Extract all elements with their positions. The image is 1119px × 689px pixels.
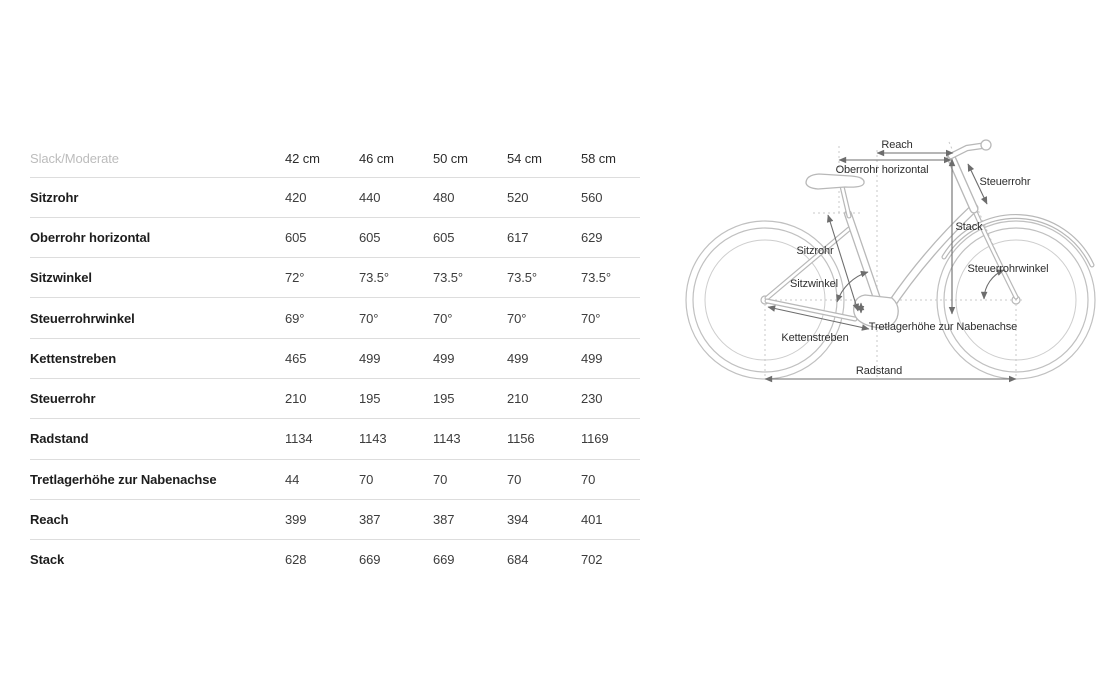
handlebar-grip <box>981 140 991 150</box>
row-label: Radstand <box>30 431 89 447</box>
column-header-46: 46 cm <box>359 150 394 166</box>
label-chainstay: Kettenstreben <box>781 332 849 344</box>
label-seat-tube: Sitzrohr <box>796 245 834 257</box>
column-header-50: 50 cm <box>433 150 468 166</box>
cell-value: 210 <box>507 391 529 407</box>
cell-value: 1143 <box>359 431 387 447</box>
label-head-angle: Steuerrohrwinkel <box>967 263 1049 275</box>
cell-value: 394 <box>507 512 529 528</box>
column-header-58: 58 cm <box>581 150 616 166</box>
table-row-sitzwinkel <box>30 257 640 297</box>
geometry-table <box>30 140 640 579</box>
frame-type-header: Slack/Moderate <box>30 150 119 166</box>
table-row-oberrohr <box>30 217 640 257</box>
label-top-tube: Oberrohr horizontal <box>835 164 929 176</box>
cell-value: 420 <box>285 189 307 205</box>
label-bb-drop: Tretlagerhöhe zur Nabenachse <box>868 321 1018 333</box>
table-header-row <box>30 140 640 177</box>
row-label: Steuerrohr <box>30 391 96 407</box>
bike-geometry-diagram <box>685 130 1115 395</box>
cell-value: 44 <box>285 471 300 487</box>
cell-value: 230 <box>581 391 603 407</box>
label-head-tube: Steuerrohr <box>979 176 1031 188</box>
saddle <box>806 174 864 189</box>
cell-value: 1143 <box>433 431 461 447</box>
cell-value: 499 <box>581 350 603 366</box>
table-row-kettenstreben <box>30 338 640 378</box>
table-row-tretlagerhoehe <box>30 459 640 499</box>
label-stack: Stack <box>955 221 983 233</box>
cell-value: 560 <box>581 189 603 205</box>
table-row-reach <box>30 499 640 539</box>
cell-value: 70 <box>507 471 522 487</box>
cell-value: 399 <box>285 512 307 528</box>
column-header-54: 54 cm <box>507 150 542 166</box>
cell-value: 70° <box>507 310 527 326</box>
cell-value: 73.5° <box>433 270 464 286</box>
cell-value: 617 <box>507 229 529 245</box>
cell-value: 520 <box>507 189 529 205</box>
cell-value: 387 <box>359 512 381 528</box>
cell-value: 70 <box>433 471 448 487</box>
cell-value: 70 <box>581 471 596 487</box>
row-label: Kettenstreben <box>30 350 117 366</box>
cell-value: 1169 <box>581 431 609 447</box>
cell-value: 210 <box>285 391 307 407</box>
table-row-sitzrohr <box>30 177 640 217</box>
cell-value: 70° <box>359 310 379 326</box>
cell-value: 69° <box>285 310 305 326</box>
cell-value: 387 <box>433 512 455 528</box>
cell-value: 499 <box>359 350 381 366</box>
table-row-steuerrohrwinkel <box>30 297 640 337</box>
cell-value: 70 <box>359 471 374 487</box>
row-label: Sitzwinkel <box>30 270 92 286</box>
row-label: Steuerrohrwinkel <box>30 310 135 326</box>
cell-value: 440 <box>359 189 381 205</box>
row-label: Sitzrohr <box>30 189 79 205</box>
label-seat-angle: Sitzwinkel <box>790 278 838 290</box>
cell-value: 702 <box>581 552 603 568</box>
cell-value: 605 <box>359 229 381 245</box>
row-label: Reach <box>30 512 69 528</box>
cell-value: 684 <box>507 552 529 568</box>
cell-value: 195 <box>359 391 381 407</box>
table-row-stack <box>30 539 640 579</box>
cell-value: 1156 <box>507 431 535 447</box>
row-label: Stack <box>30 552 65 568</box>
cell-value: 73.5° <box>507 270 538 286</box>
cell-value: 629 <box>581 229 603 245</box>
cell-value: 72° <box>285 270 305 286</box>
cell-value: 73.5° <box>359 270 390 286</box>
row-label: Oberrohr horizontal <box>30 229 151 245</box>
table-row-steuerrohr <box>30 378 640 418</box>
cell-value: 465 <box>285 350 307 366</box>
cell-value: 628 <box>285 552 307 568</box>
cell-value: 70° <box>433 310 453 326</box>
cell-value: 605 <box>433 229 455 245</box>
cell-value: 499 <box>507 350 529 366</box>
cell-value: 73.5° <box>581 270 612 286</box>
label-wheelbase: Radstand <box>855 365 903 377</box>
label-reach: Reach <box>881 139 913 151</box>
column-header-42: 42 cm <box>285 150 320 166</box>
cell-value: 195 <box>433 391 455 407</box>
cell-value: 1134 <box>285 431 313 447</box>
cell-value: 605 <box>285 229 307 245</box>
cell-value: 499 <box>433 350 455 366</box>
cell-value: 70° <box>581 310 601 326</box>
table-row-radstand <box>30 418 640 458</box>
cell-value: 669 <box>359 552 381 568</box>
cell-value: 401 <box>581 512 603 528</box>
row-label: Tretlagerhöhe zur Nabenachse <box>30 471 217 487</box>
cell-value: 480 <box>433 189 455 205</box>
cell-value: 669 <box>433 552 455 568</box>
